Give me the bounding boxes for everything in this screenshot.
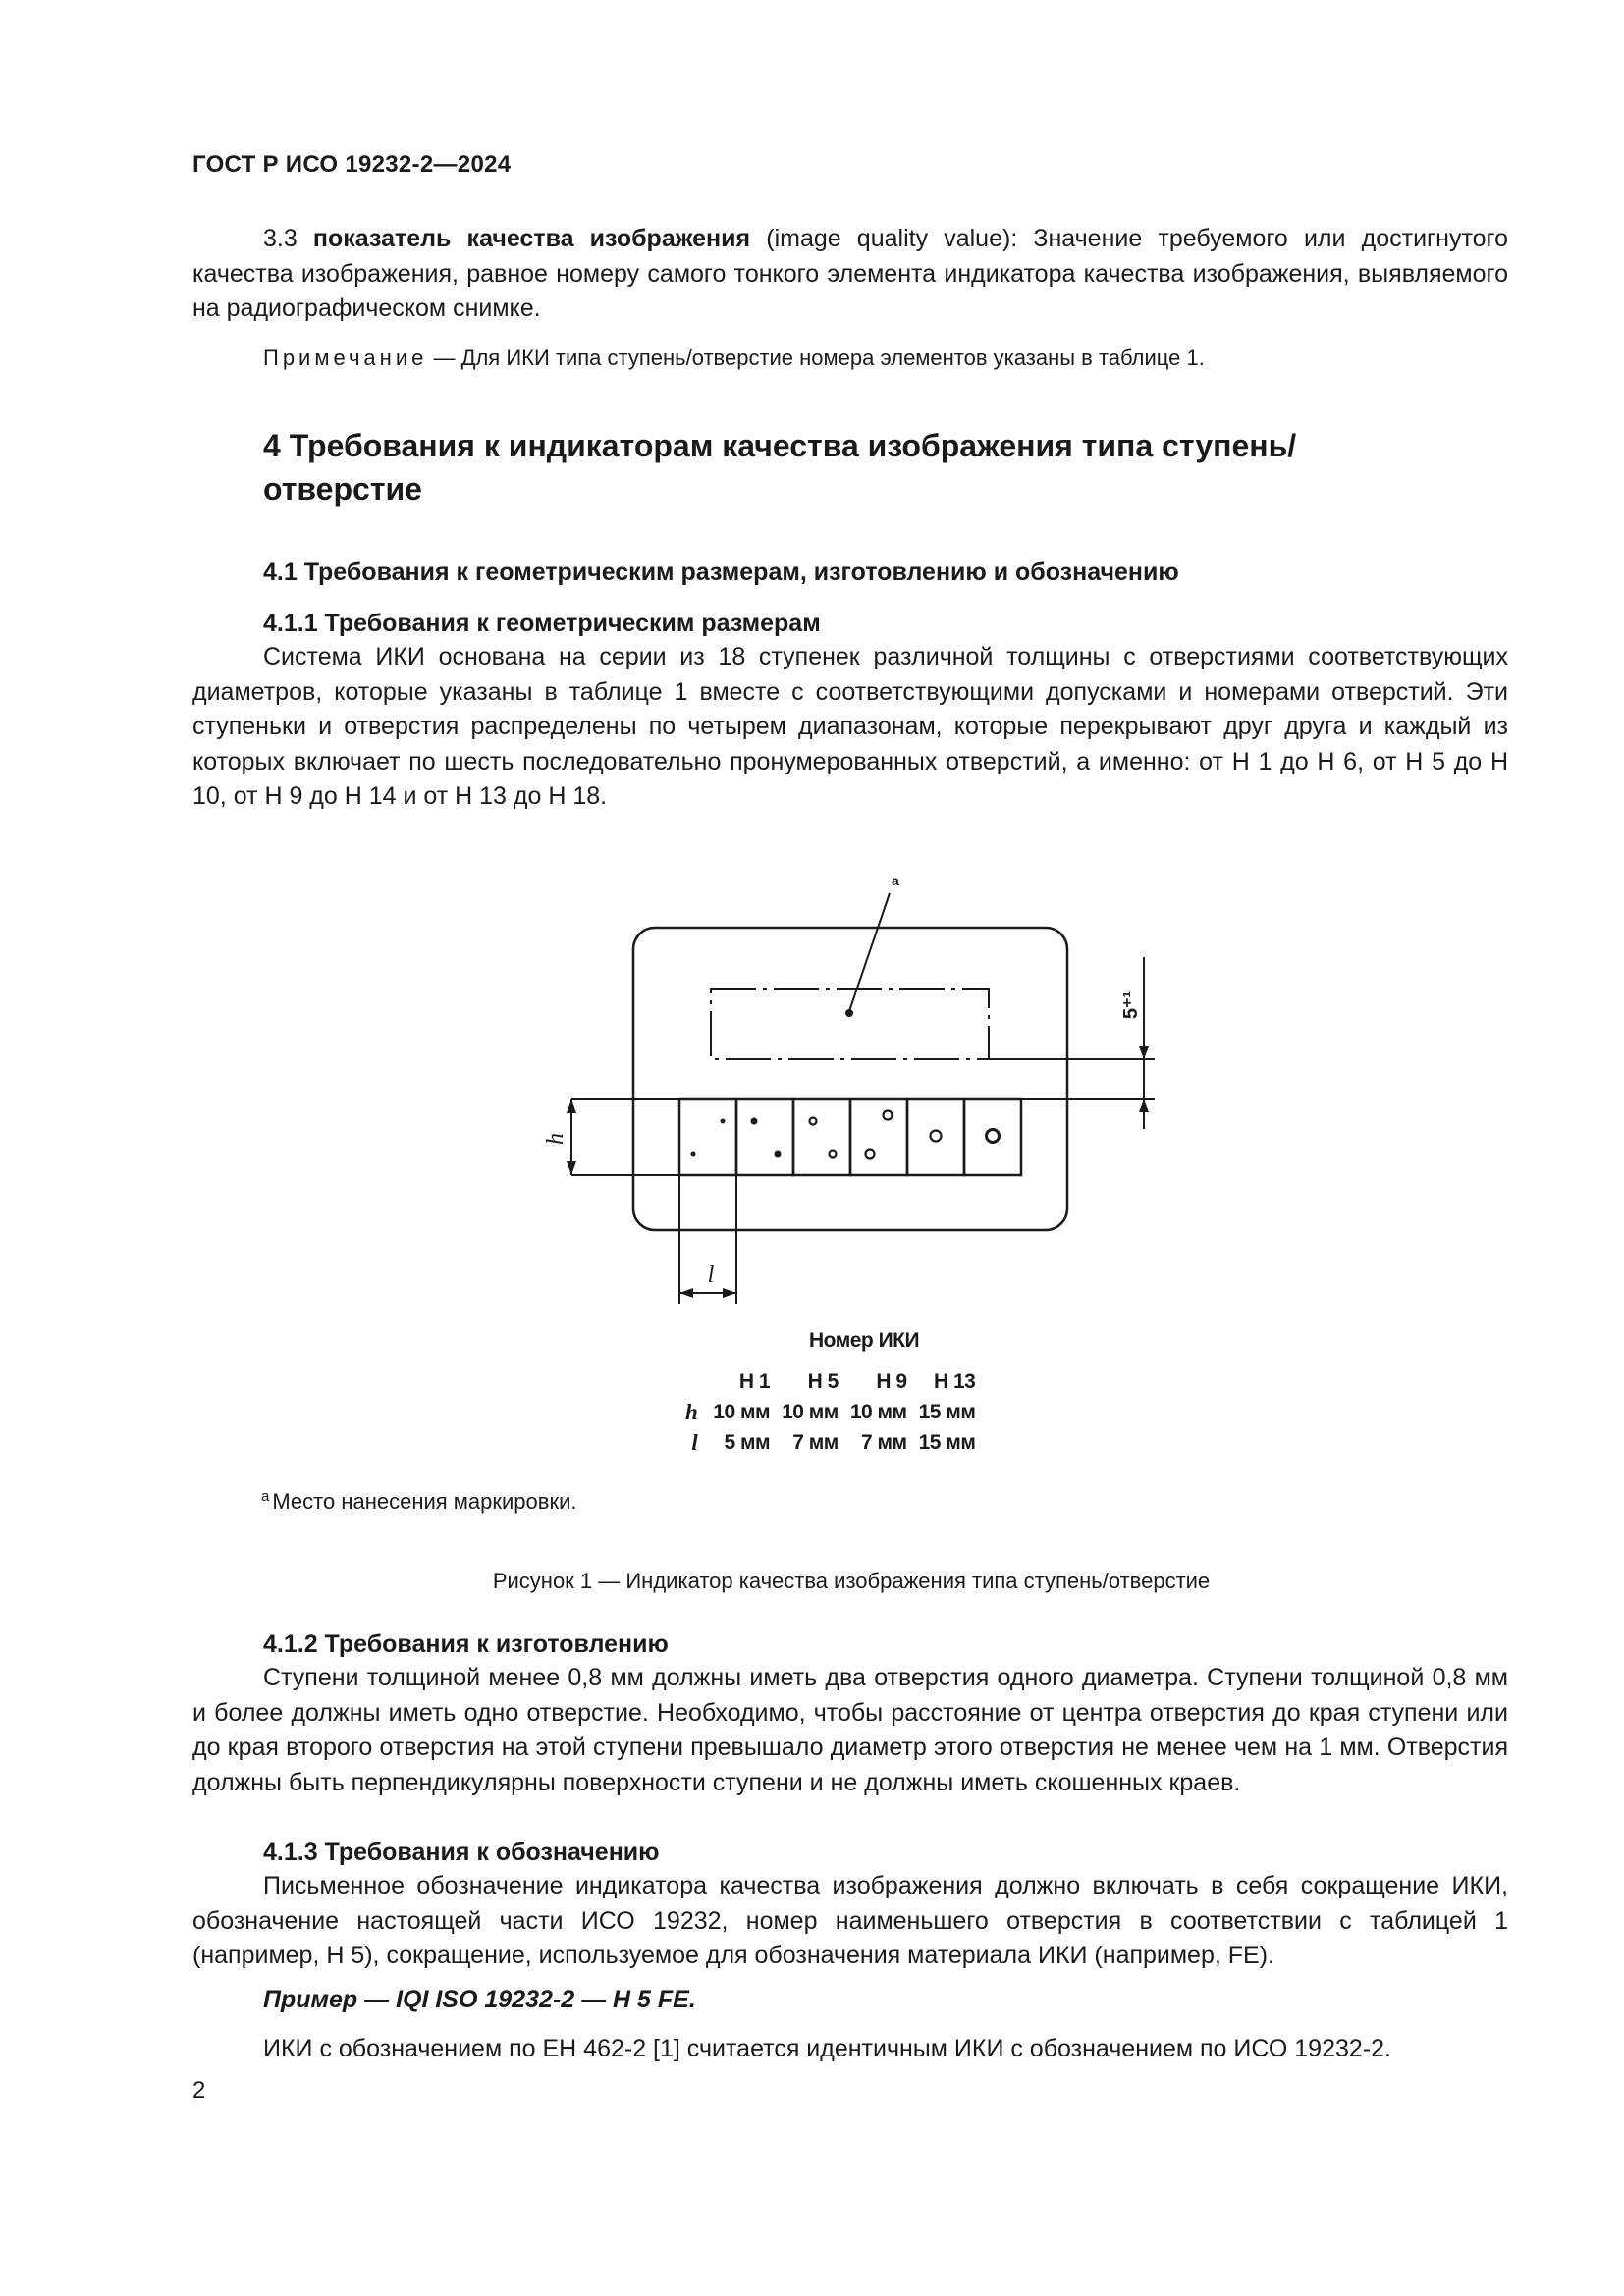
iqi-body-outline	[633, 928, 1067, 1230]
hole	[987, 1130, 1000, 1143]
definition-3-3	[192, 222, 1508, 327]
hole	[751, 1118, 757, 1124]
final-paragraph: ИКИ с обозначением по ЕН 462-2 [1] считается идентичным ИКИ с обозначением по ИСО 19232-2.	[263, 2035, 1391, 2062]
hole	[931, 1131, 942, 1142]
label-a: a	[892, 873, 899, 888]
figure-footnote	[261, 1488, 577, 1515]
paragraph-4-1-1: Система ИКИ основана на серии из 18 ступенек различной толщины с отверстиями соответствующих диаметров, которые указаны в таблице 1 вместе с соответствующими допусками и номерами отверстий. Эти ступеньки и отверстия распределены по четырем диапазонам, которые перекрывают друг друга и каждый из которых включает по шесть последовательно пронумерованных отверстий, а именно: от Н 1 до Н 6, от Н 5 до Н 10, от Н 9 до Н 14 и от Н 13 до Н 18.	[192, 643, 1508, 810]
table-row	[679, 1427, 981, 1458]
arrow-head	[679, 1288, 693, 1298]
step-6	[964, 1099, 1021, 1175]
page-number: 2	[192, 2077, 206, 2104]
table-cell: 7 мм	[792, 1431, 839, 1454]
iqi-dimensions-table	[679, 1366, 981, 1458]
table-cell: 15 мм	[918, 1431, 976, 1454]
table-cell: 5 мм	[724, 1431, 771, 1454]
hole	[721, 1119, 725, 1123]
hole	[866, 1150, 875, 1159]
footnote-mark: a	[261, 1488, 270, 1505]
note-3-3	[192, 344, 1508, 373]
arrow-head	[567, 1099, 576, 1113]
definition-text: (image quality value): Значение требуемого или достигнутого качества изображения, равное номеру самого тонкого элемента индикатора качества изображения, выявляемого на радиографическом снимке.	[192, 225, 1509, 322]
step-4	[850, 1099, 907, 1175]
document-header: ГОСТ Р ИСО 19232-2—2024	[192, 151, 512, 178]
leader-line	[849, 893, 890, 1011]
table-header-row	[679, 1366, 981, 1397]
arrow-head	[723, 1288, 736, 1298]
hole	[775, 1151, 781, 1157]
heading-4-1-1: 4.1.1 Требования к геометрическим размерам	[263, 610, 821, 637]
table-cell: 15 мм	[918, 1401, 976, 1423]
term: показатель качества изображения	[312, 225, 751, 252]
table-cell: 10 мм	[713, 1401, 771, 1423]
arrow-head	[1139, 1099, 1149, 1112]
column-header: Н 1	[738, 1370, 771, 1393]
leader-dot	[845, 1009, 853, 1017]
hole	[884, 1111, 893, 1120]
column-header: Н 9	[876, 1370, 907, 1393]
footnote-text: Место нанесения маркировки.	[272, 1489, 577, 1514]
example: Пример — IQI ISO 19232-2 — H 5 FE.	[263, 1986, 696, 2013]
column-header: Н 5	[807, 1370, 839, 1393]
paragraph-4-1-3: Письменное обозначение индикатора качества изображения должно включать в себя сокращение ИКИ, обозначение настоящей части ИСО 19232, номер наименьшего отверстия в соответствии с таблицей 1 (например, Н 5), сокращение, используемое для обозначения материала ИКИ (например, FE).	[192, 1872, 1508, 1969]
arrow-head	[1139, 1046, 1149, 1059]
column-header: Н 13	[934, 1370, 976, 1393]
clause-number: 3.3	[263, 225, 298, 252]
table-title: Номер ИКИ	[809, 1329, 920, 1352]
table-cell: 7 мм	[861, 1431, 907, 1454]
table-row	[679, 1397, 981, 1427]
row-label: l	[691, 1430, 698, 1455]
hole	[830, 1151, 837, 1158]
table-cell: 10 мм	[849, 1401, 907, 1423]
h-label: h	[543, 1133, 568, 1145]
dim-5-label: 5⁺¹	[1120, 990, 1142, 1020]
hole	[810, 1118, 817, 1125]
section-4-heading: 4 Требования к индикаторам качества изображения типа ступень/ отверстие	[263, 428, 1297, 507]
step-5	[907, 1099, 964, 1175]
iqi-drawing	[530, 864, 1168, 1315]
heading-4-1-2: 4.1.2 Требования к изготовлению	[263, 1630, 669, 1658]
step-3	[793, 1099, 850, 1175]
l-label: l	[707, 1262, 715, 1288]
marking-area-outline	[711, 989, 989, 1059]
heading-4-1: 4.1 Требования к геометрическим размерам, изготовлению и обозначению	[263, 559, 1179, 586]
paragraph-4-1-2: Ступени толщиной менее 0,8 мм должны иметь два отверстия одного диаметра. Ступени толщиной 0,8 мм и более должны иметь одно отверстие. Необходимо, чтобы расстояние от центра отверстия до края ступени или до края второго отверстия на этой ступени превышало диаметр этого отверстия не менее чем на 1 мм. Отверстия должны быть перпендикулярны поверхности ступени и не должны иметь скошенных краев.	[192, 1664, 1508, 1796]
hole	[691, 1152, 695, 1156]
note-label: Примечание	[263, 346, 428, 370]
note-text: — Для ИКИ типа ступень/отверстие номера элементов указаны в таблице 1.	[427, 346, 1205, 370]
step-1	[679, 1099, 736, 1175]
arrow-head	[567, 1161, 576, 1175]
table-cell: 10 мм	[782, 1401, 839, 1423]
step-2	[736, 1099, 793, 1175]
row-label: h	[685, 1400, 698, 1424]
heading-4-1-3: 4.1.3 Требования к обозначению	[263, 1839, 660, 1866]
figure-caption: Рисунок 1 — Индикатор качества изображения типа ступень/отверстие	[492, 1569, 1211, 1593]
